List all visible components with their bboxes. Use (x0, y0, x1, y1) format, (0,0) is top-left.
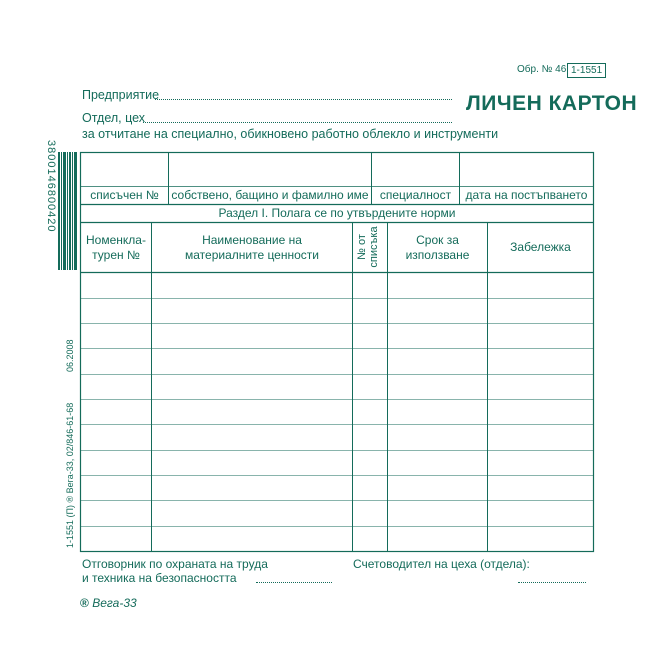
nomenclature-header-line2: турен № (92, 247, 140, 262)
start-date-label: дата на постъпването (465, 188, 588, 202)
publisher-name: Вега-33 (92, 596, 137, 610)
section-title: Раздел I. Полага се по утвърдените норми (218, 206, 456, 220)
form-number: Обр. № 46 (517, 64, 567, 75)
term-header-line2: използване (405, 247, 470, 262)
nomenclature-header (81, 223, 151, 272)
term-header (388, 223, 487, 272)
barcode-digits: 3800146800420 (45, 140, 57, 233)
publisher-mark (80, 596, 137, 610)
specialty-label: специалност (379, 188, 452, 202)
accountant-label: Счетоводител на цеха (отдела): (353, 557, 530, 571)
side-imprint: 1-1551 (П) ® Вега-33, 02/846-61-68 (65, 402, 75, 548)
safety-officer-label-line1: Отговорник по охраната на труда (82, 557, 268, 571)
nomenclature-header-line1: Номенкла- (86, 232, 146, 247)
registered-mark-icon: ® (80, 596, 89, 610)
accountant-signature-field[interactable] (518, 582, 586, 583)
safety-officer-signature-field[interactable] (256, 582, 332, 583)
item-name-header-line2: материалните ценности (185, 247, 319, 262)
full-name-label: собствено, бащино и фамилно име (171, 188, 369, 202)
form-subtitle: за отчитане на специално, обикновено работно облекло и инструменти (82, 127, 499, 141)
term-header-line1: Срок за (416, 232, 459, 247)
safety-officer-label-line2: и техника на безопасността (82, 571, 237, 585)
note-header: Забележка (510, 240, 571, 254)
page-title: ЛИЧЕН КАРТОН (466, 92, 638, 115)
form-code-box: 1-1551 (567, 63, 606, 78)
item-name-header (152, 223, 352, 272)
list-number-header: № от списъка (356, 226, 380, 268)
list-number-label: списъчен № (90, 188, 159, 202)
side-date: 06.2008 (65, 339, 75, 372)
enterprise-label: Предприятие (82, 88, 160, 102)
department-label: Отдел, цех (82, 111, 146, 125)
item-name-header-line1: Наименование на (202, 232, 302, 247)
